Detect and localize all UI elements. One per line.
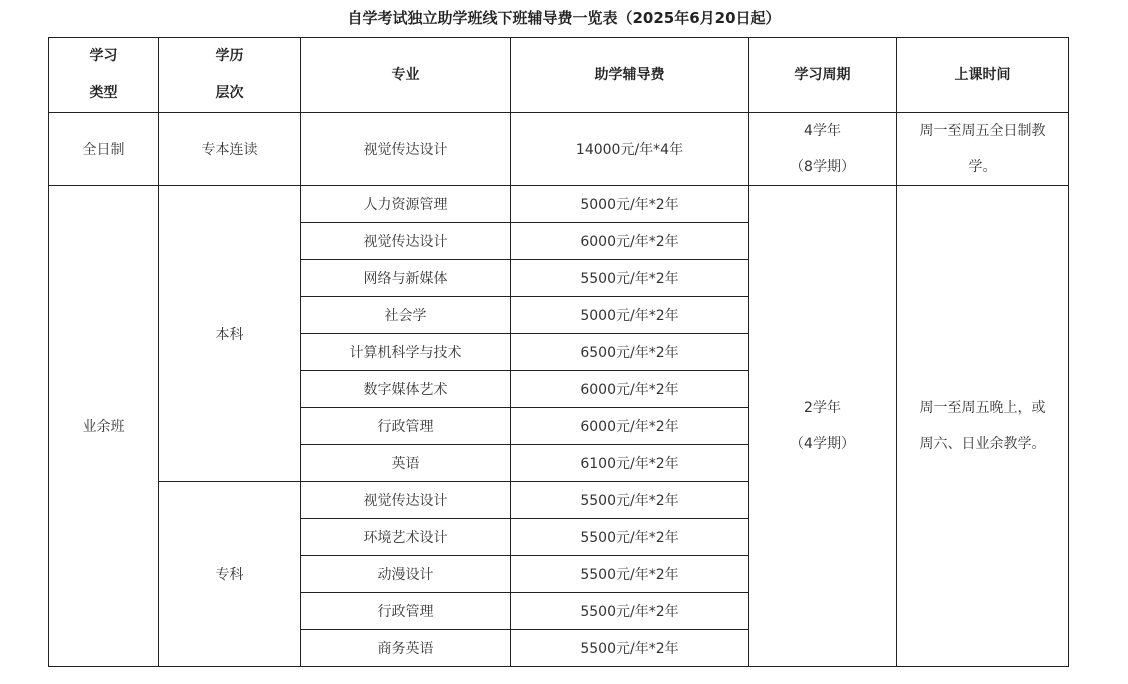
period-years: 4学年 <box>804 123 841 139</box>
major-cell: 社会学 <box>301 297 511 334</box>
major-cell: 数字媒体艺术 <box>301 371 511 408</box>
fee-cell: 6100元/年*2年 <box>511 445 749 482</box>
period-terms: （8学期） <box>790 159 855 175</box>
level-cell: 专本连读 <box>159 113 301 186</box>
fee-cell: 5500元/年*2年 <box>511 260 749 297</box>
class-time-line2: 周六、日业余教学。 <box>919 436 1046 452</box>
class-time-line1: 周一至周五全日制教 <box>919 123 1046 139</box>
class-time-line1: 周一至周五晚上，或 <box>919 400 1046 416</box>
header-level-line1: 学历 <box>215 48 244 64</box>
major-cell: 动漫设计 <box>301 556 511 593</box>
header-level-line2: 层次 <box>215 85 244 101</box>
header-level <box>159 38 301 113</box>
major-cell: 商务英语 <box>301 630 511 667</box>
study-type-cell: 全日制 <box>49 113 159 186</box>
fee-cell: 5500元/年*2年 <box>511 593 749 630</box>
fee-cell: 6000元/年*2年 <box>511 371 749 408</box>
page-title: 自学考试独立助学班线下班辅导费一览表（2025年6月20日起） <box>347 9 781 27</box>
fee-cell: 5000元/年*2年 <box>511 297 749 334</box>
level-cell: 本科 <box>159 186 301 482</box>
level-cell: 专科 <box>159 482 301 667</box>
fee-cell: 5500元/年*2年 <box>511 519 749 556</box>
fee-cell: 6000元/年*2年 <box>511 408 749 445</box>
class-time-line2: 学。 <box>968 159 997 175</box>
table-row <box>49 113 1069 186</box>
header-row <box>49 38 1069 113</box>
header-period: 学习周期 <box>749 38 897 113</box>
period-cell <box>749 113 897 186</box>
major-cell: 英语 <box>301 445 511 482</box>
major-cell: 视觉传达设计 <box>301 482 511 519</box>
fee-cell: 14000元/年*4年 <box>511 113 749 186</box>
header-major: 专业 <box>301 38 511 113</box>
header-study-type <box>49 38 159 113</box>
period-terms: （4学期） <box>790 436 855 452</box>
major-cell: 视觉传达设计 <box>301 113 511 186</box>
fee-table <box>48 37 1069 667</box>
period-cell <box>749 186 897 667</box>
fee-cell: 6000元/年*2年 <box>511 223 749 260</box>
header-study-type-line1: 学习 <box>89 48 118 64</box>
table-row <box>49 186 1069 223</box>
major-cell: 行政管理 <box>301 408 511 445</box>
period-years: 2学年 <box>804 400 841 416</box>
header-study-type-line2: 类型 <box>89 85 118 101</box>
class-time-cell <box>897 186 1069 667</box>
major-cell: 行政管理 <box>301 593 511 630</box>
header-class-time: 上课时间 <box>897 38 1069 113</box>
major-cell: 人力资源管理 <box>301 186 511 223</box>
major-cell: 网络与新媒体 <box>301 260 511 297</box>
header-fee: 助学辅导费 <box>511 38 749 113</box>
major-cell: 环境艺术设计 <box>301 519 511 556</box>
major-cell: 视觉传达设计 <box>301 223 511 260</box>
fee-cell: 5500元/年*2年 <box>511 630 749 667</box>
fee-cell: 5000元/年*2年 <box>511 186 749 223</box>
fee-cell: 5500元/年*2年 <box>511 482 749 519</box>
study-type-cell: 业余班 <box>49 186 159 667</box>
fee-cell: 6500元/年*2年 <box>511 334 749 371</box>
fee-cell: 5500元/年*2年 <box>511 556 749 593</box>
class-time-cell <box>897 113 1069 186</box>
major-cell: 计算机科学与技术 <box>301 334 511 371</box>
